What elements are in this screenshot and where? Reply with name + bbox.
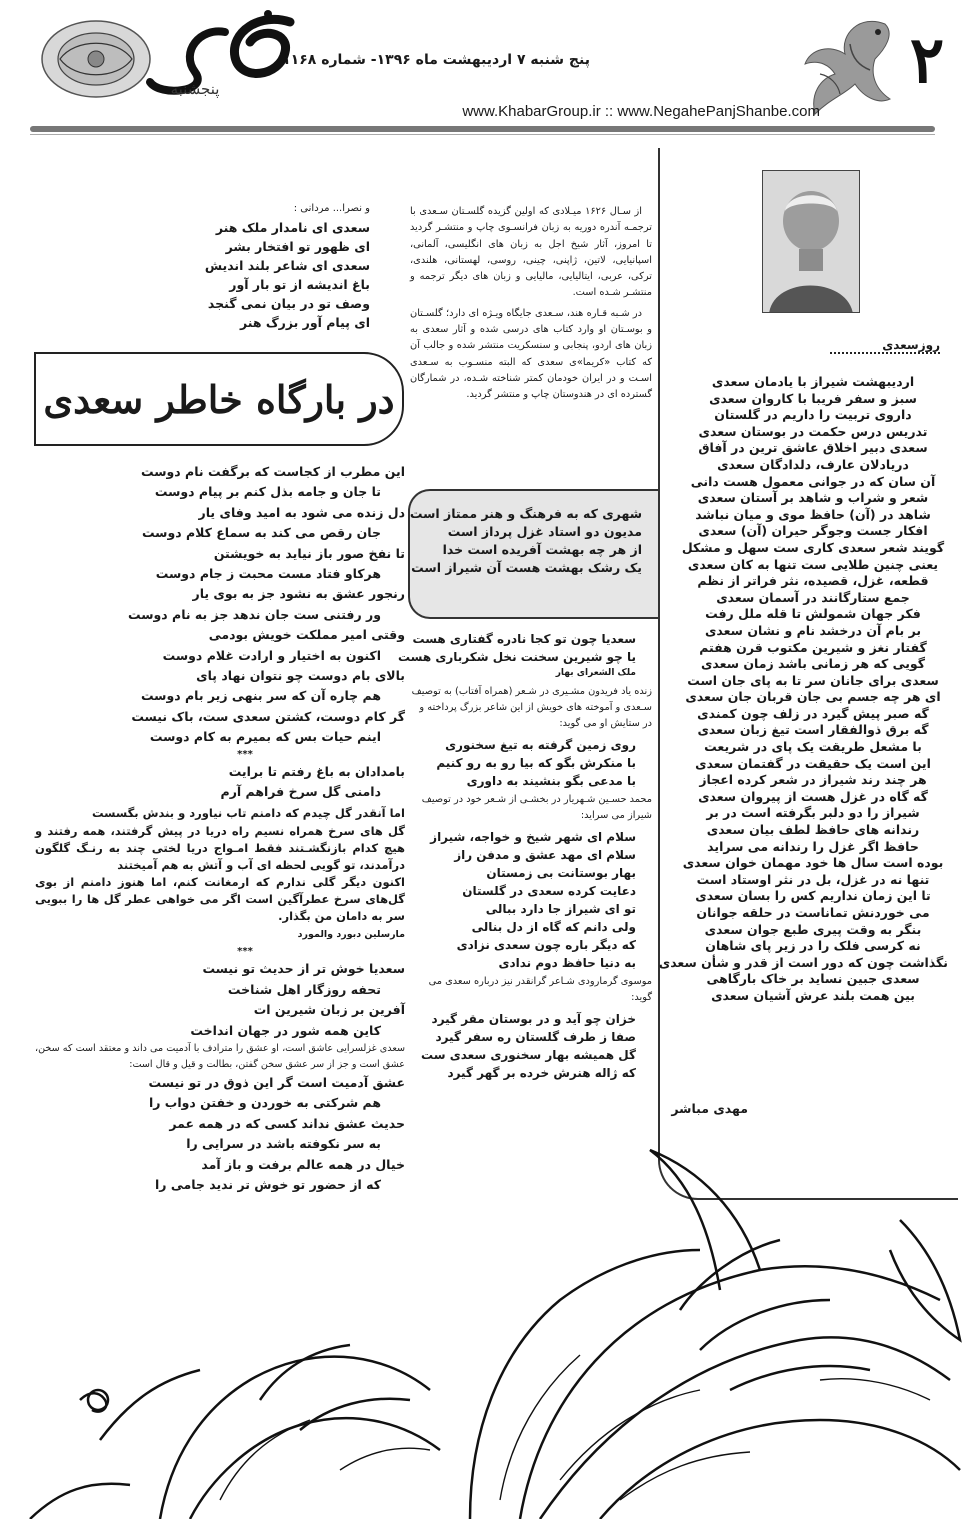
- verse-line: ای ظهور تو افتخار بشر: [225, 239, 370, 254]
- issue-date: پنج شنبه ۷ اردیبهشت ماه ۱۳۹۶- شماره ۱۱۶۸: [282, 52, 590, 68]
- verse-line: حدیث عشق نداند کسی که در همه عمر: [169, 1115, 405, 1131]
- poem-line: رندانه های حافظ لطف بیان سعدی: [706, 822, 920, 838]
- website-links[interactable]: www.KhabarGroup.ir :: www.NegahePanjShanbe.com: [462, 103, 820, 120]
- right-poem: [658, 374, 948, 1005]
- poem-line: بر بام آن درخشد نام و نشان سعدی: [704, 622, 922, 638]
- poem-line: گه برق ذوالفقار است تیغ زبان سعدی: [697, 722, 929, 738]
- paragraph: اکنون دیگر گلی ندارم که ارمغانت کنم، اما هنوز دامنم از بوی گل‌های سرخ عطرآگین است اگر می خواهی عطر گل ها را ببویی سر به دامان من بگذار.: [35, 874, 405, 923]
- poem-line: نه کرسی فلک را در زیر پای شاهان: [705, 938, 921, 954]
- verse-line: وقتی امیر مملکت خویش بودمی: [208, 627, 405, 643]
- verse-line: روی زمین گرفته به تیغ سخنوری: [445, 738, 636, 752]
- verse-line: سلام ای مهد عشق و مدفن راز: [454, 848, 636, 862]
- poem-line: این است یک حقیقت در گفتمان سعدی: [695, 755, 931, 771]
- verse-line: با مدعی بگو بنشیند به داوری: [466, 774, 636, 788]
- paragraph: گل های سرخ همراه نسیم راه دریا در پیش گرفتند، همه رفتند و هیچ کدام بازنگشـتند فقط امـواج دریا لختی چند به رنـگ گلگون درآمدند، تو گویی لحظه ای آب و آتش به هم آمیختند: [35, 823, 405, 872]
- poem-line: قطعه، غزل، قصیده، نثر فراتر از نظم: [697, 573, 929, 589]
- verse-line: یا چو شیرین سخنت نخل شکرباری هست: [397, 650, 636, 664]
- author-photo: [762, 170, 860, 313]
- verse-line: تا نفخ صور باز نیاید به خویشتن: [213, 545, 405, 561]
- section-separator: ***: [237, 946, 253, 958]
- attribution: ملک الشعرای بهار: [555, 668, 636, 678]
- quote-box: [408, 489, 658, 619]
- poem-line: شیراز را دو دلبر بگرفته است در بر: [706, 805, 920, 821]
- verse-line: به دنیا حافظ دوم ندادی: [498, 956, 636, 970]
- quote-line: از هر چه بهشت آفریده است خدا: [442, 542, 642, 557]
- poem-line: سعدی جبین نساید بر خاک بارگاهی: [706, 971, 920, 987]
- poem-line: اردیبهشت شیراز با یادمان سعدی: [711, 374, 915, 389]
- verse-line: خیال در همه عالم برفت و باز آمد: [201, 1156, 405, 1172]
- section-separator: ***: [237, 748, 253, 760]
- paragraph: محمد حسـین شـهریار در بخشـی از شـعر خود در توصیف شیراز می سراید:: [421, 794, 652, 821]
- portrait-icon: [762, 171, 859, 313]
- poem-line: حافظ اگر غزل را رندانه می سراید: [707, 838, 919, 854]
- verse-line: باغ اندیشه از تو بار آور: [229, 277, 370, 292]
- quote-line: شهری که به فرهنگ و هنر ممتاز است: [409, 506, 642, 521]
- author-signature: مهدی مباشر: [671, 1101, 748, 1116]
- verse-line: ور رفتنی ست جان ندهد جز به نام دوست: [127, 606, 381, 622]
- left-column-body: [35, 462, 405, 1195]
- verse-line: با منکرش بگو که بیا رو به رو کنیم: [436, 756, 636, 770]
- poem-line: گویی که هر زمانی باشد زمان سعدی: [700, 656, 926, 672]
- poem-line: گفتار نغز و شیرین مکتوب قرن هفتم: [699, 639, 927, 655]
- logo-subtitle: پنجشنبه: [170, 80, 220, 98]
- header-divider: [30, 126, 935, 132]
- verse-line: دامنی گل سرخ فراهم آرم: [220, 784, 381, 800]
- poem-line: تدریس درس حکمت در بوستان سعدی: [698, 423, 928, 439]
- verse-line: ولی دانم که گاه از دل بنالی: [471, 920, 636, 934]
- verse-line: به سر نکوفته باشد در سرایی را: [186, 1136, 381, 1152]
- verse-line: صفا ز طرف گلستان ره سفر گیرد: [435, 1030, 636, 1044]
- poem-line: بین همت بلند عرش آشیان سعدی: [711, 987, 915, 1003]
- verse-line: که از حضور تو خوش تر ندید جامی را: [155, 1176, 381, 1192]
- poem-line: افکار جست وجوگر حیران (آن) سعدی: [698, 523, 928, 539]
- paragraph: در شـبه قـاره هند، سـعدی جایگاه ویـژه ای دارد؛ گلسـتان و بوسـتان او وارد کتاب های درسی شده و آثار سعدی به زبان های اردو، پنجابی و سنسکریت منتشر شده و جالب آن که کتاب «کریما»ی سعدی که البته منسـوب به سـعدی اسـت و در ایران خودمان کمتر شناخته شـده، در شمارگان گسترده ای در هندوستان چاپ و منتشر گردید.: [410, 307, 652, 401]
- verse-line: بالای بام دوست چو نتوان نهاد پای: [196, 668, 405, 684]
- arabesque-ornament-icon: [40, 18, 152, 100]
- verse-line: بامدادان به باغ رفتم تا برایت: [228, 763, 405, 779]
- poem-line: شاهد در (آن) حافظ موی و میان نباشد: [695, 506, 931, 522]
- verse-line: وصف تو در بیان نمی گنجد: [207, 296, 370, 311]
- paragraph: از سـال ۱۶۲۶ میـلادی که اولین گزیده گلسـتان سـعدی با ترجمـه آندره دوریه به زبان فرانسـوی چاپ و منتشـر گردید تا امروز، آثار شیخ اجل به زبان های انگلیسی، آلمانی، اسپانیایی، لاتین، ژاپنی، چینی، روسی، لهستانی، هلندی، ترکی، عربی، ایتالیایی، مالیایی و زبان های دیگر ترجمه و منتشـر شـده است.: [410, 206, 652, 299]
- verse-line: کاین همه شور در جهان انداخت: [190, 1022, 381, 1038]
- paragraph: سعدی غزلسرایی عاشق است، او عشق را مترادف با آدمیت می داند و معتقد است که سخن، عشق است و جز از سر عشق سخن گفتن، بطالت و قیل و قال است:: [35, 1042, 405, 1070]
- poem-line: جمع ستارگانند در آسمان سعدی: [716, 589, 910, 605]
- quote-line: مدیون دو استاد غزل پرداز است: [447, 524, 642, 539]
- middle-column-top: [410, 204, 652, 408]
- poem-line: دریادلان عارف، دلدادگان سعدی: [717, 456, 909, 472]
- verse-line: دل زنده می شود به امید وفای یار: [198, 504, 405, 520]
- verse-line: دعایت کرده سعدی در گلستان: [462, 884, 636, 898]
- verse-line: اما آنقدر گل چیدم که دامنم تاب نیاورد و بندش بگسست: [91, 805, 405, 820]
- poem-line: نگذاشت چون که دور است از قدر و شأن سعدی: [658, 954, 948, 970]
- article-title-box: [34, 352, 404, 446]
- poem-line: با مشعل طریقت یک پای در شریعت: [704, 739, 922, 755]
- verse-line: گر کام دوست، کشتن سعدی ست، باک نیست: [131, 708, 405, 724]
- page-header: [0, 0, 970, 140]
- poem-line: فکر جهان شمولش تا قله ملل رفت: [705, 606, 921, 622]
- paragraph: زنده یاد فریدون مشـیری در شـعر (همراه آفتاب) به توصیف سـعدی و آموخته های خویش از این شاعر بزرگ پرداخته و در ستایش او می گوید:: [411, 686, 652, 729]
- poem-line: هر چند رند شیراز در شعر کرده اعجاز: [699, 772, 927, 788]
- newspaper-logo: [140, 2, 310, 112]
- poem-line: یعنی چنین طلایی ست تنها به کان سعدی: [687, 556, 939, 572]
- poem-line: بوده است سال ها خود مهمان خوان سعدی: [682, 855, 944, 871]
- verse-line: ای پیام آور بزرگ هنر: [239, 315, 370, 330]
- verse-line: تا جان و جامه بذل کنم بر پیام دوست: [154, 484, 381, 500]
- poem-line: گه صبر پیش گیرد در زلف چون کمندی: [697, 705, 929, 721]
- poem-line: گه گاه در غزل هست از پیروان سعدی: [698, 788, 928, 804]
- verse-line: هم چاره آن که سر بنهی زیر بام دوست: [140, 688, 381, 704]
- verse-line: تحفه روزگار اهل شناخت: [227, 981, 381, 997]
- column-title: روزسعدی: [882, 338, 940, 352]
- verse-line: سلام ای شهر شیخ و خواجه، شیراز: [430, 830, 636, 844]
- verse-line: عشق آدمیت است گر این ذوق در تو نیست: [148, 1074, 405, 1090]
- verse-line: گل همیشه بهار سخنوری سعدی ست: [421, 1048, 636, 1062]
- verse-line: تو ای شیراز جا دارد ببالی: [485, 902, 636, 916]
- middle-column-bottom: [397, 630, 652, 1082]
- verse-line: که دیگر باره چون سعدی نزادی: [456, 938, 636, 952]
- header-divider-thin: [30, 134, 935, 135]
- poem-line: سبز و سفر فریبا با کاروان سعدی: [709, 390, 917, 406]
- page-number: ۲: [909, 22, 945, 98]
- poem-line: می خوردنش تماناست در حلقه جوانان: [696, 905, 930, 920]
- paragraph: موسوی گرمارودی شـاعر گرانقدر نیز درباره سعدی می گوید:: [428, 976, 652, 1003]
- verse-line: که ژاله هنرش خرده بر گهر گیرد: [447, 1066, 636, 1080]
- article-title: در بارگاه خاطر سعدی: [43, 376, 395, 422]
- poem-line: شعر و شراب و شاهد بر آستان سعدی: [697, 490, 929, 506]
- poem-line: تا این زمان نداریم کس را بسان سعدی: [695, 888, 931, 904]
- poem-line: بنگر به وقت پیری طبع جوان سعدی: [704, 921, 922, 937]
- verse-line: سعدی ای شاعر بلند اندیش: [204, 258, 370, 273]
- floral-line-art-icon: [0, 1100, 970, 1519]
- poem-line: سعدی دبیر اخلاق عاشق ترین در آفاق: [698, 440, 928, 456]
- dotted-divider: [830, 352, 940, 354]
- intro-text: و نصرا... مردانی :: [293, 203, 370, 214]
- poem-line: گویند شعر سعدی کاری ست سهل و مشکل: [681, 539, 945, 555]
- verse-line: خزان چو آید و در بوستان مقر گیرد: [431, 1012, 636, 1026]
- quote-line: یک رشک بهشت هست آن شیراز است: [411, 560, 642, 575]
- verse-line: اینم حیات بس که بمیرم به کام دوست: [149, 729, 381, 745]
- poem-line: ای هر چه جسم بی جان قربان جان سعدی: [685, 689, 941, 705]
- verse-line: رنجور عشق به نشود جز به بوی یار: [192, 586, 405, 602]
- poem-line: آن سان که در جوانی معمول هست دانی: [690, 473, 936, 489]
- verse-line: سعدیا خوش تر از حدیث تو نیست: [202, 961, 405, 977]
- verse-line: هرکاو فتاد مست محبت ز جام دوست: [155, 566, 381, 582]
- poem-line: تنها نه در غزل، بل در نثر اوستاد است: [696, 871, 930, 887]
- verse-line: سعدیا چون تو کجا نادره گفتاری هست: [412, 632, 636, 646]
- verse-line: جان رقص می کند به سماع کلام دوست: [141, 525, 381, 541]
- attribution: مارسلین دبورد والمورد: [297, 928, 405, 940]
- verse-line: سعدی ای نامدار ملک هنر: [215, 220, 370, 235]
- verse-line: اکنون به اختیار و ارادت غلام دوست: [162, 647, 381, 663]
- verse-line: بهار بوستانت بی زمستان: [486, 866, 636, 880]
- verse-line: هم شرکتی به خوردن و خفتن دواب را: [148, 1095, 381, 1111]
- left-column-top: [35, 203, 370, 332]
- verse-line: این مطرب از کجاست که برگفت نام دوست: [141, 464, 405, 479]
- poem-line: داروی تربیت را داریم در گلستان: [714, 407, 912, 423]
- poem-line: سعدی برای جانان سر تا به پای جان است: [687, 672, 939, 688]
- verse-line: آفرین بر زبان شیرین ات: [253, 1002, 405, 1018]
